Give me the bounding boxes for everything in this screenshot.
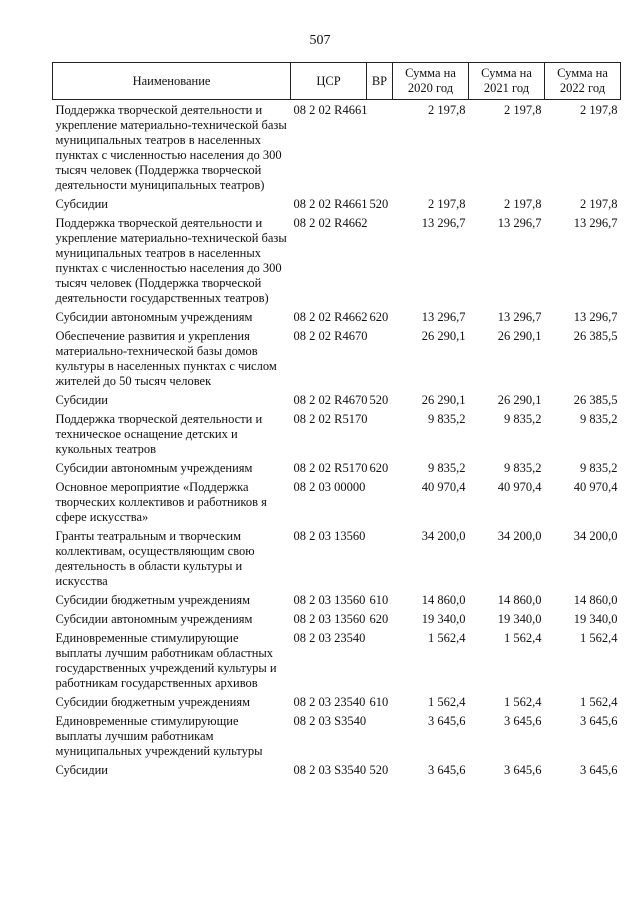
row-vr-code: 620 <box>369 612 389 626</box>
row-sum-2020: 3 645,6 <box>428 763 466 777</box>
row-name: Субсидии бюджетным учреждениям <box>55 695 251 709</box>
row-sum-2020: 3 645,6 <box>428 714 466 728</box>
row-sum-2020: 14 860,0 <box>421 593 466 607</box>
table-row <box>53 215 621 309</box>
header-vr: ВР <box>367 63 393 100</box>
row-sum-2021: 2 197,8 <box>504 103 542 117</box>
row-csr-code: 08 2 02 R4661 <box>293 103 368 117</box>
row-csr-code: 08 2 03 13560 <box>293 593 366 607</box>
row-sum-2020: 13 296,7 <box>421 310 466 324</box>
row-name: Гранты театральным и творческим коллективам, осуществляющим свою деятельность в области культуры и искусства <box>55 529 255 588</box>
table-row <box>53 460 621 479</box>
row-sum-2020: 13 296,7 <box>421 216 466 230</box>
row-sum-2020: 2 197,8 <box>428 103 466 117</box>
row-vr-code: 610 <box>369 695 389 709</box>
row-sum-2021: 2 197,8 <box>504 197 542 211</box>
row-sum-2021: 3 645,6 <box>504 763 542 777</box>
row-csr-code: 08 2 02 R4662 <box>293 216 368 230</box>
row-sum-2021: 3 645,6 <box>504 714 542 728</box>
row-name: Основное мероприятие «Поддержка творческих коллективов и работников я сфере искусства» <box>55 480 267 524</box>
row-sum-2021: 14 860,0 <box>497 593 542 607</box>
row-name: Поддержка творческой деятельности и укрепление материально-технической базы муниципальных театров в населенных пунктах с численностью населения до 300 тысяч человек (Поддержка творческой деятельности муниципальных театров) <box>55 103 287 192</box>
row-csr-code: 08 2 03 13560 <box>293 612 366 626</box>
row-name: Единовременные стимулирующие выплаты лучшим работникам муниципальных учреждений культуры <box>55 714 263 758</box>
table-row <box>53 479 621 528</box>
row-sum-2021: 26 290,1 <box>497 329 542 343</box>
row-csr-code: 08 2 02 R4670 <box>293 393 368 407</box>
row-vr-code <box>367 713 393 762</box>
table-row <box>53 100 621 197</box>
row-sum-2022: 3 645,6 <box>580 714 618 728</box>
row-vr-code: 620 <box>369 461 389 475</box>
table-row <box>53 196 621 215</box>
row-vr-code <box>367 630 393 694</box>
page-number: 507 <box>309 33 331 48</box>
row-sum-2022: 9 835,2 <box>580 412 618 426</box>
row-sum-2022: 26 385,5 <box>573 329 618 343</box>
row-sum-2022: 13 296,7 <box>573 310 618 324</box>
row-name: Субсидии автономным учреждениям <box>55 310 253 324</box>
row-csr-code: 08 2 03 13560 <box>293 529 366 543</box>
row-name: Поддержка творческой деятельности и техническое оснащение детских и кукольных театров <box>55 412 263 456</box>
table-row <box>53 713 621 762</box>
row-sum-2022: 14 860,0 <box>573 593 618 607</box>
row-csr-code: 08 2 02 R5170 <box>293 412 368 426</box>
row-sum-2021: 19 340,0 <box>497 612 542 626</box>
row-name: Единовременные стимулирующие выплаты лучшим работникам областных государственных учреждений культуры и работникам государственных архивов <box>55 631 277 690</box>
row-sum-2021: 9 835,2 <box>504 412 542 426</box>
table-row <box>53 328 621 392</box>
row-vr-code <box>367 411 393 460</box>
header-sum-2022: Сумма на 2022 год <box>545 63 621 100</box>
row-sum-2020: 9 835,2 <box>428 412 466 426</box>
row-vr-code <box>367 215 393 309</box>
row-sum-2021: 13 296,7 <box>497 310 542 324</box>
table-row <box>53 630 621 694</box>
table-row <box>53 611 621 630</box>
row-sum-2020: 26 290,1 <box>421 329 466 343</box>
row-name: Субсидии бюджетным учреждениям <box>55 593 251 607</box>
row-name: Обеспечение развития и укрепления материально-технической базы домов культуры в населенных пунктах с числом жителей до 50 тысяч человек <box>55 329 277 388</box>
header-sum-2021: Сумма на 2021 год <box>469 63 545 100</box>
header-name: Наименование <box>53 63 291 100</box>
row-name: Субсидии автономным учреждениям <box>55 612 253 626</box>
budget-table <box>52 62 621 781</box>
row-name: Поддержка творческой деятельности и укрепление материально-технической базы муниципальных театров в населенных пунктах с численностью населения до 300 тысяч человек (Поддержка творческой деятельности государственных театров) <box>55 216 287 305</box>
row-sum-2022: 2 197,8 <box>580 103 618 117</box>
row-sum-2022: 1 562,4 <box>580 631 618 645</box>
row-vr-code: 520 <box>369 393 389 407</box>
table-row <box>53 592 621 611</box>
row-sum-2022: 34 200,0 <box>573 529 618 543</box>
row-sum-2021: 40 970,4 <box>497 480 542 494</box>
row-name: Субсидии <box>55 393 108 407</box>
row-sum-2021: 9 835,2 <box>504 461 542 475</box>
row-sum-2020: 1 562,4 <box>428 695 466 709</box>
row-vr-code: 610 <box>369 593 389 607</box>
row-sum-2020: 19 340,0 <box>421 612 466 626</box>
row-sum-2021: 1 562,4 <box>504 695 542 709</box>
row-csr-code: 08 2 02 R4670 <box>293 329 368 343</box>
header-csr: ЦСР <box>291 63 367 100</box>
table-header-row <box>53 63 621 100</box>
row-vr-code: 520 <box>369 197 389 211</box>
row-name: Субсидии <box>55 197 108 211</box>
row-sum-2022: 19 340,0 <box>573 612 618 626</box>
row-sum-2021: 34 200,0 <box>497 529 542 543</box>
row-vr-code <box>367 479 393 528</box>
row-sum-2020: 34 200,0 <box>421 529 466 543</box>
row-vr-code <box>367 528 393 592</box>
row-sum-2020: 26 290,1 <box>421 393 466 407</box>
row-csr-code: 08 2 02 R5170 <box>293 461 368 475</box>
row-sum-2020: 2 197,8 <box>428 197 466 211</box>
row-sum-2022: 3 645,6 <box>580 763 618 777</box>
row-sum-2021: 1 562,4 <box>504 631 542 645</box>
row-sum-2022: 40 970,4 <box>573 480 618 494</box>
row-sum-2022: 9 835,2 <box>580 461 618 475</box>
row-sum-2022: 13 296,7 <box>573 216 618 230</box>
row-sum-2020: 40 970,4 <box>421 480 466 494</box>
row-vr-code: 620 <box>369 310 389 324</box>
table-row <box>53 528 621 592</box>
row-name: Субсидии автономным учреждениям <box>55 461 253 475</box>
row-csr-code: 08 2 03 23540 <box>293 631 366 645</box>
row-sum-2022: 1 562,4 <box>580 695 618 709</box>
row-sum-2021: 13 296,7 <box>497 216 542 230</box>
row-csr-code: 08 2 03 S3540 <box>293 714 367 728</box>
table-row <box>53 694 621 713</box>
row-csr-code: 08 2 02 R4661 <box>293 197 368 211</box>
table-row <box>53 309 621 328</box>
row-sum-2020: 1 562,4 <box>428 631 466 645</box>
row-csr-code: 08 2 02 R4662 <box>293 310 368 324</box>
table-row <box>53 762 621 781</box>
row-sum-2020: 9 835,2 <box>428 461 466 475</box>
header-sum-2020: Сумма на 2020 год <box>393 63 469 100</box>
row-sum-2022: 2 197,8 <box>580 197 618 211</box>
row-csr-code: 08 2 03 S3540 <box>293 763 367 777</box>
row-csr-code: 08 2 03 23540 <box>293 695 366 709</box>
table-row <box>53 411 621 460</box>
row-vr-code: 520 <box>369 763 389 777</box>
row-vr-code <box>367 100 393 197</box>
row-name: Субсидии <box>55 763 108 777</box>
table-row <box>53 392 621 411</box>
row-sum-2022: 26 385,5 <box>573 393 618 407</box>
row-sum-2021: 26 290,1 <box>497 393 542 407</box>
row-csr-code: 08 2 03 00000 <box>293 480 366 494</box>
row-vr-code <box>367 328 393 392</box>
